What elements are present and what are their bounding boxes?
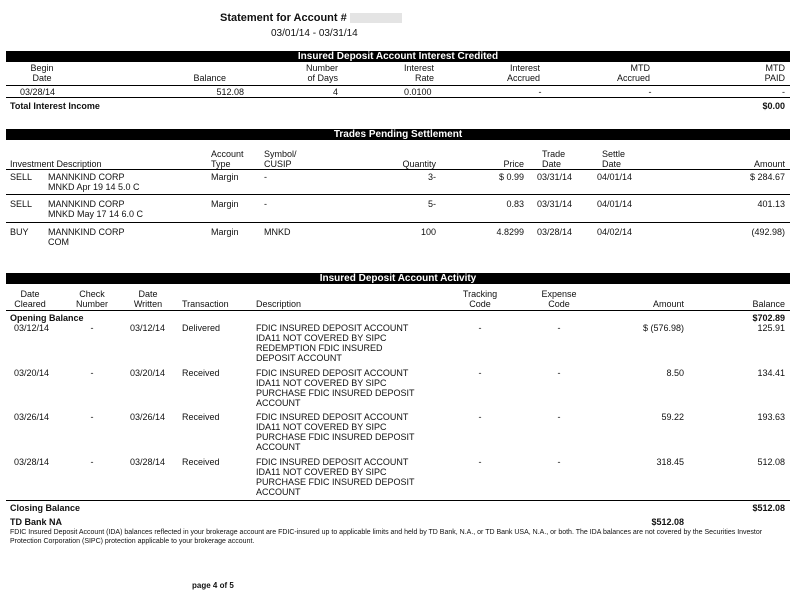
interest-header-rule	[6, 85, 790, 86]
activity-amount: $ (576.98)	[642, 323, 684, 333]
col-price-header: Price	[503, 159, 524, 169]
trades-header-rule	[6, 169, 790, 170]
closing-balance-label: Closing Balance	[10, 503, 81, 513]
col-activity-amount-header: Amount	[652, 299, 684, 309]
trade-quantity: 3-	[427, 172, 436, 182]
settle-date: 04/01/14	[597, 172, 633, 182]
col-begin-date-header: Begin Date	[30, 63, 54, 83]
col-description-header: Description	[256, 299, 302, 309]
activity-date-written: 03/20/14	[130, 368, 166, 378]
col-interest-rate-header: Interest Rate	[403, 63, 434, 83]
activity-expense-code: -	[557, 368, 561, 378]
statement-title-text: Statement for Account #	[220, 12, 347, 24]
col-investment-description-header: Investment Description	[10, 159, 102, 169]
trade-date: 03/28/14	[537, 227, 573, 237]
col-check-number-header: Check Number	[75, 289, 108, 309]
col-interest-accrued-header: Interest Accrued	[506, 63, 540, 83]
activity-balance: 134.41	[757, 368, 785, 378]
trade-row-rule	[6, 194, 790, 195]
activity-date-cleared: 03/26/14	[14, 412, 50, 422]
activity-date-cleared: 03/28/14	[14, 457, 50, 467]
col-settle-date-header: Settle Date	[602, 149, 626, 169]
activity-tracking-code: -	[478, 457, 482, 467]
col-date-cleared-header: Date Cleared	[14, 289, 46, 309]
trade-account-type: Margin	[211, 227, 239, 237]
activity-description: FDIC INSURED DEPOSIT ACCOUNT IDA11 NOT COVERED BY SIPC PURCHASE FDIC INSURED DEPOSIT ACCOUNT	[256, 368, 415, 408]
trade-amount: (492.98)	[751, 227, 785, 237]
col-transaction-header: Transaction	[182, 299, 229, 309]
col-account-type-header: Account Type	[211, 149, 244, 169]
trade-symbol: -	[264, 199, 267, 209]
interest-accrued: -	[538, 87, 542, 97]
activity-description: FDIC INSURED DEPOSIT ACCOUNT IDA11 NOT COVERED BY SIPC PURCHASE FDIC INSURED DEPOSIT ACCOUNT	[256, 412, 415, 452]
col-balance-header: Balance	[193, 73, 226, 83]
bank-balance-value: $512.08	[651, 517, 684, 527]
activity-check-number: -	[90, 457, 94, 467]
account-number-redacted	[350, 13, 402, 23]
settle-date: 04/01/14	[597, 199, 633, 209]
trade-amount: $ 284.67	[749, 172, 785, 182]
opening-balance-value: $702.89	[752, 313, 785, 323]
interest-section-bar: Insured Deposit Account Interest Credited	[6, 51, 790, 62]
trade-symbol: MNKD	[264, 227, 291, 237]
trade-description: MANNKIND CORP COM	[48, 227, 125, 247]
activity-amount: 318.45	[656, 457, 684, 467]
activity-check-number: -	[90, 368, 94, 378]
total-interest-value: $0.00	[762, 101, 785, 111]
trade-account-type: Margin	[211, 199, 239, 209]
statement-title	[220, 13, 402, 23]
activity-expense-code: -	[557, 412, 561, 422]
trade-action: SELL	[10, 199, 33, 209]
trade-description: MANNKIND CORP MNKD Apr 19 14 5.0 C	[48, 172, 140, 192]
interest-mtd-accrued: -	[648, 87, 652, 97]
closing-balance-value: $512.08	[752, 503, 785, 513]
interest-days: 4	[332, 87, 338, 97]
interest-balance: 512.08	[216, 87, 244, 97]
col-expense-code-header: Expense Code	[541, 289, 577, 309]
activity-expense-code: -	[557, 457, 561, 467]
trade-symbol: -	[264, 172, 267, 182]
activity-date-written: 03/12/14	[130, 323, 166, 333]
activity-balance: 125.91	[757, 323, 785, 333]
trade-description: MANNKIND CORP MNKD May 17 14 6.0 C	[48, 199, 144, 219]
page-number: page 4 of 5	[192, 581, 234, 590]
activity-tracking-code: -	[478, 323, 482, 333]
trade-price: $ 0.99	[498, 172, 524, 182]
activity-transaction: Received	[182, 368, 220, 378]
col-tracking-code-header: Tracking Code	[462, 289, 498, 309]
settle-date: 04/02/14	[597, 227, 633, 237]
activity-amount: 8.50	[666, 368, 684, 378]
trade-date: 03/31/14	[537, 199, 573, 209]
activity-transaction: Received	[182, 457, 220, 467]
col-amount-header: Amount	[753, 159, 785, 169]
trade-row-rule	[6, 222, 790, 223]
activity-transaction: Delivered	[182, 323, 221, 333]
activity-tracking-code: -	[478, 412, 482, 422]
trade-account-type: Margin	[211, 172, 239, 182]
col-quantity-header: Quantity	[402, 159, 436, 169]
trade-amount: 401.13	[757, 199, 785, 209]
trade-quantity: 5-	[427, 199, 436, 209]
activity-description: FDIC INSURED DEPOSIT ACCOUNT IDA11 NOT COVERED BY SIPC PURCHASE FDIC INSURED DEPOSIT ACCOUNT	[256, 457, 415, 497]
total-interest-label: Total Interest Income	[10, 101, 100, 111]
fdic-disclaimer: FDIC Insured Deposit Account (IDA) balances reflected in your brokerage account are FDIC-insured up to applicable limits and held by TD Bank, N.A., or TD Bank USA, N.A., or both. The IDA balances are not covered by the Securities Investor Protection Corporation (SIPC) protection applicable to your brokerage account.	[10, 529, 763, 545]
activity-bottom-rule	[6, 500, 790, 501]
trade-action: BUY	[10, 227, 29, 237]
col-activity-balance-header: Balance	[752, 299, 785, 309]
col-symbol-cusip-header: Symbol/ CUSIP	[264, 149, 297, 169]
interest-rate: 0.0100	[404, 87, 432, 97]
col-date-written-header: Date Written	[133, 289, 163, 309]
activity-description: FDIC INSURED DEPOSIT ACCOUNT IDA11 NOT COVERED BY SIPC REDEMPTION FDIC INSURED DEPOSIT ACCOUNT	[256, 323, 409, 363]
trade-quantity: 100	[420, 227, 436, 237]
activity-check-number: -	[90, 323, 94, 333]
activity-balance: 193.63	[757, 412, 785, 422]
activity-date-cleared: 03/12/14	[14, 323, 50, 333]
col-trade-date-header: Trade Date	[542, 149, 566, 169]
activity-transaction: Received	[182, 412, 220, 422]
trade-price: 4.8299	[496, 227, 524, 237]
interest-begin-date: 03/28/14	[20, 87, 56, 97]
activity-date-written: 03/28/14	[130, 457, 166, 467]
col-mtd-paid-header: MTD PAID	[764, 63, 785, 83]
activity-date-cleared: 03/20/14	[14, 368, 50, 378]
opening-balance-label: Opening Balance	[10, 313, 84, 323]
activity-section-bar: Insured Deposit Account Activity	[6, 273, 790, 284]
activity-amount: 59.22	[661, 412, 684, 422]
interest-mtd-paid: -	[782, 87, 785, 97]
activity-check-number: -	[90, 412, 94, 422]
trade-date: 03/31/14	[537, 172, 573, 182]
activity-expense-code: -	[557, 323, 561, 333]
col-number-of-days-header: Number of Days	[305, 63, 338, 83]
trades-section-bar: Trades Pending Settlement	[6, 129, 790, 140]
col-mtd-accrued-header: MTD Accrued	[616, 63, 650, 83]
activity-date-written: 03/26/14	[130, 412, 166, 422]
trade-action: SELL	[10, 172, 33, 182]
bank-name-label: TD Bank NA	[10, 517, 63, 527]
statement-period: 03/01/14 - 03/31/14	[271, 28, 358, 39]
trade-price: 0.83	[506, 199, 524, 209]
activity-balance: 512.08	[757, 457, 785, 467]
interest-row-rule	[6, 97, 790, 98]
activity-header-rule	[6, 310, 790, 311]
activity-tracking-code: -	[478, 368, 482, 378]
